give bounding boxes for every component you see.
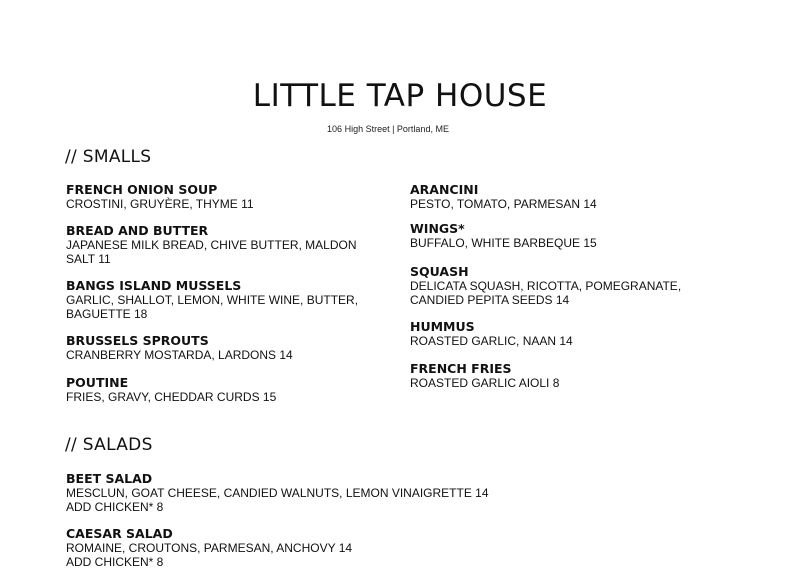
section-heading-smalls: // SMALLS	[65, 147, 152, 167]
menu-item-brussels-sprouts	[66, 333, 386, 362]
item-description: GARLIC, SHALLOT, LEMON, WHITE WINE, BUTTER, BAGUETTE 18	[66, 293, 359, 321]
item-name: SQUASH	[410, 264, 469, 279]
menu-item-caesar-salad	[66, 526, 626, 569]
item-name: BRUSSELS SPROUTS	[66, 333, 209, 348]
menu-item-hummus	[410, 319, 730, 348]
item-addon: ADD CHICKEN* 8	[66, 555, 164, 569]
item-name: FRENCH ONION SOUP	[66, 182, 218, 197]
item-name: HUMMUS	[410, 319, 475, 334]
item-description: JAPANESE MILK BREAD, CHIVE BUTTER, MALDON SALT 11	[66, 238, 357, 266]
menu-item-wings	[410, 221, 730, 250]
menu-item-arancini	[410, 182, 730, 211]
item-name: FRENCH FRIES	[410, 361, 512, 376]
menu-item-beet-salad	[66, 471, 626, 514]
item-name: POUTINE	[66, 375, 129, 390]
item-name: BEET SALAD	[66, 471, 153, 486]
section-heading-salads: // SALADS	[65, 435, 153, 455]
item-name: BANGS ISLAND MUSSELS	[66, 278, 242, 293]
restaurant-address: 106 High Street | Portland, ME	[327, 124, 449, 134]
menu-item-bread-and-butter	[66, 223, 366, 266]
item-name: ARANCINI	[410, 182, 479, 197]
menu-item-french-fries	[410, 361, 730, 390]
item-description: CROSTINI, GRUYÈRE, THYME 11	[66, 197, 254, 211]
item-description: BUFFALO, WHITE BARBEQUE 15	[410, 236, 597, 250]
item-name: BREAD AND BUTTER	[66, 223, 209, 238]
item-description: PESTO, TOMATO, PARMESAN 14	[410, 197, 597, 211]
menu-item-poutine	[66, 375, 386, 404]
item-description: ROASTED GARLIC AIOLI 8	[410, 376, 560, 390]
item-description: CRANBERRY MOSTARDA, LARDONS 14	[66, 348, 293, 362]
menu-item-french-onion-soup	[66, 182, 386, 211]
menu-item-squash	[410, 264, 700, 307]
item-description: FRIES, GRAVY, CHEDDAR CURDS 15	[66, 390, 277, 404]
item-description: MESCLUN, GOAT CHEESE, CANDIED WALNUTS, LEMON VINAIGRETTE 14	[66, 486, 489, 500]
item-description: ROMAINE, CROUTONS, PARMESAN, ANCHOVY 14	[66, 541, 353, 555]
item-name: WINGS*	[410, 221, 465, 236]
item-name: CAESAR SALAD	[66, 526, 173, 541]
item-addon: ADD CHICKEN* 8	[66, 500, 164, 514]
item-description: DELICATA SQUASH, RICOTTA, POMEGRANATE, CANDIED PEPITA SEEDS 14	[410, 279, 682, 307]
item-description: ROASTED GARLIC, NAAN 14	[410, 334, 573, 348]
restaurant-name: LITTLE TAP HOUSE	[252, 78, 548, 114]
menu-item-bangs-island-mussels	[66, 278, 376, 321]
